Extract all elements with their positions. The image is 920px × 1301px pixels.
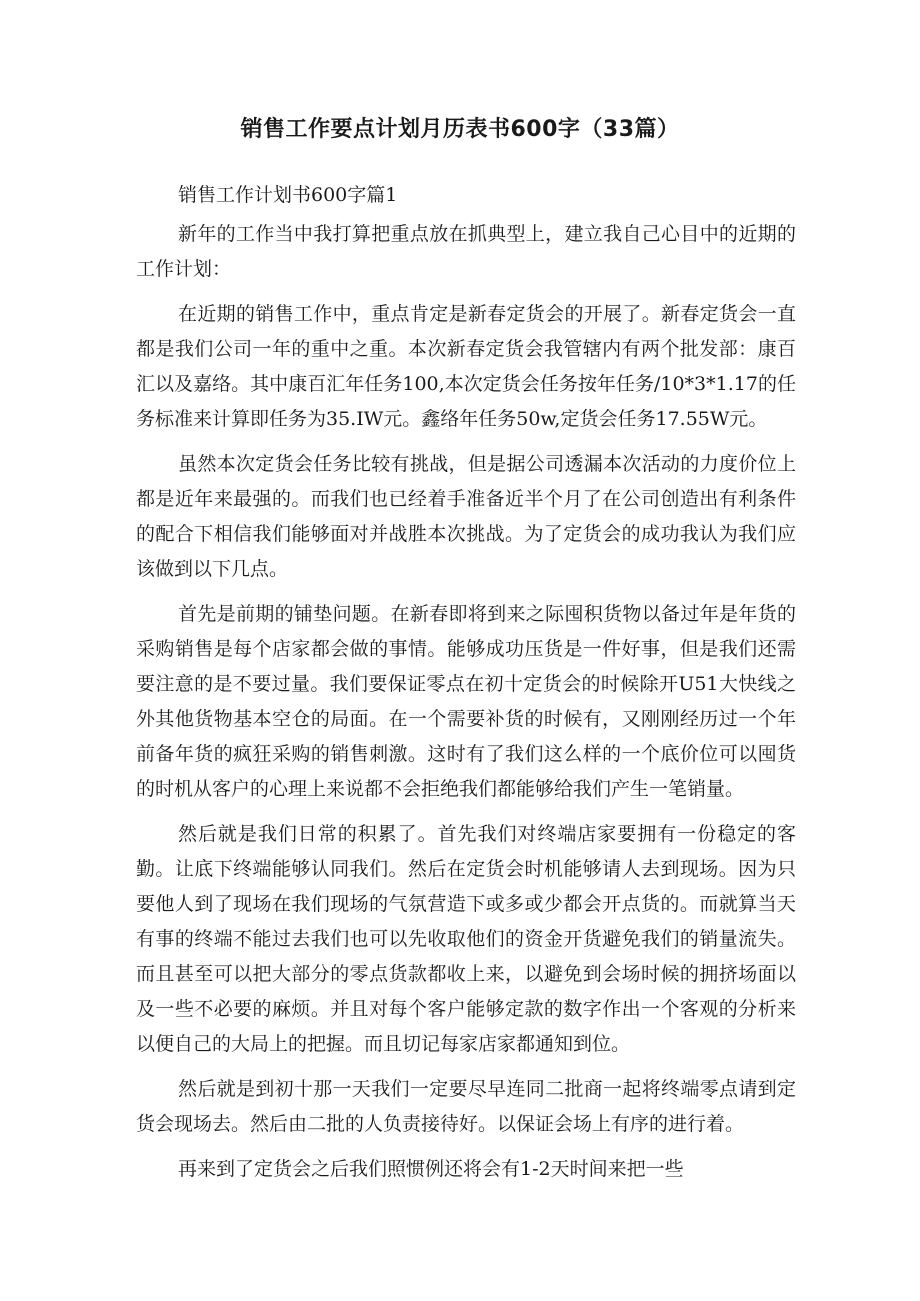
paragraph: 首先是前期的铺垫问题。在新春即将到来之际囤积货物以备过年是年货的采购销售是每个店家都会做的事情。能够成功压货是一件好事，但是我们还需要注意的是不要过量。我们要保证零点在初十定货会的时候除开U51大快线之外其他货物基本空仓的局面。在一个需要补货的时候有，又刚刚经历过一个年前备年货的疯狂采购的销售刺激。这时有了我们这么样的一个底价位可以囤货的时机从客户的心理上来说都不会拒绝我们都能够给我们产生一笔销量。: [136, 603, 796, 800]
paragraph: 新年的工作当中我打算把重点放在抓典型上，建立我自己心目中的近期的工作计划：: [136, 223, 796, 280]
document-title: 销售工作要点计划月历表书600字（33篇）: [240, 117, 680, 142]
paragraph: 然后就是我们日常的积累了。首先我们对终端店家要拥有一份稳定的客勤。让底下终端能够认同我们。然后在定货会时机能够请人去到现场。因为只要他人到了现场在我们现场的气氛营造下或多或少都会开点货的。而就算当天有事的终端不能过去我们也可以先收取他们的资金开货避免我们的销量流失。而且甚至可以把大部分的零点货款都收上来，以避免到会场时候的拥挤场面以及一些不必要的麻烦。并且对每个客户能够定款的数字作出一个客观的分析来以便自己的大局上的把握。而且切记每家店家都通知到位。: [136, 823, 796, 1055]
paragraph: 在近期的销售工作中，重点肯定是新春定货会的开展了。新春定货会一直都是我们公司一年的重中之重。本次新春定货会我管辖内有两个批发部：康百汇以及嘉络。其中康百汇年任务100,本次定货会任务按年任务/10*3*1.17的任务标准来计算即任务为35.IW元。鑫络年任务50w,定货会任务17.55W元。: [136, 303, 796, 430]
section-heading: 销售工作计划书600字篇1: [178, 184, 398, 206]
paragraph: 再来到了定货会之后我们照惯例还将会有1-2天时间来把一些: [178, 1158, 684, 1180]
paragraph: 虽然本次定货会任务比较有挑战，但是据公司透漏本次活动的力度价位上都是近年来最强的。而我们也已经着手准备近半个月了在公司创造出有利条件的配合下相信我们能够面对并战胜本次挑战。为了定货会的成功我认为我们应该做到以下几点。: [136, 453, 796, 580]
paragraph: 然后就是到初十那一天我们一定要尽早连同二批商一起将终端零点请到定货会现场去。然后由二批的人负责接待好。以保证会场上有序的进行着。: [136, 1078, 796, 1135]
document-body: [136, 178, 796, 1197]
